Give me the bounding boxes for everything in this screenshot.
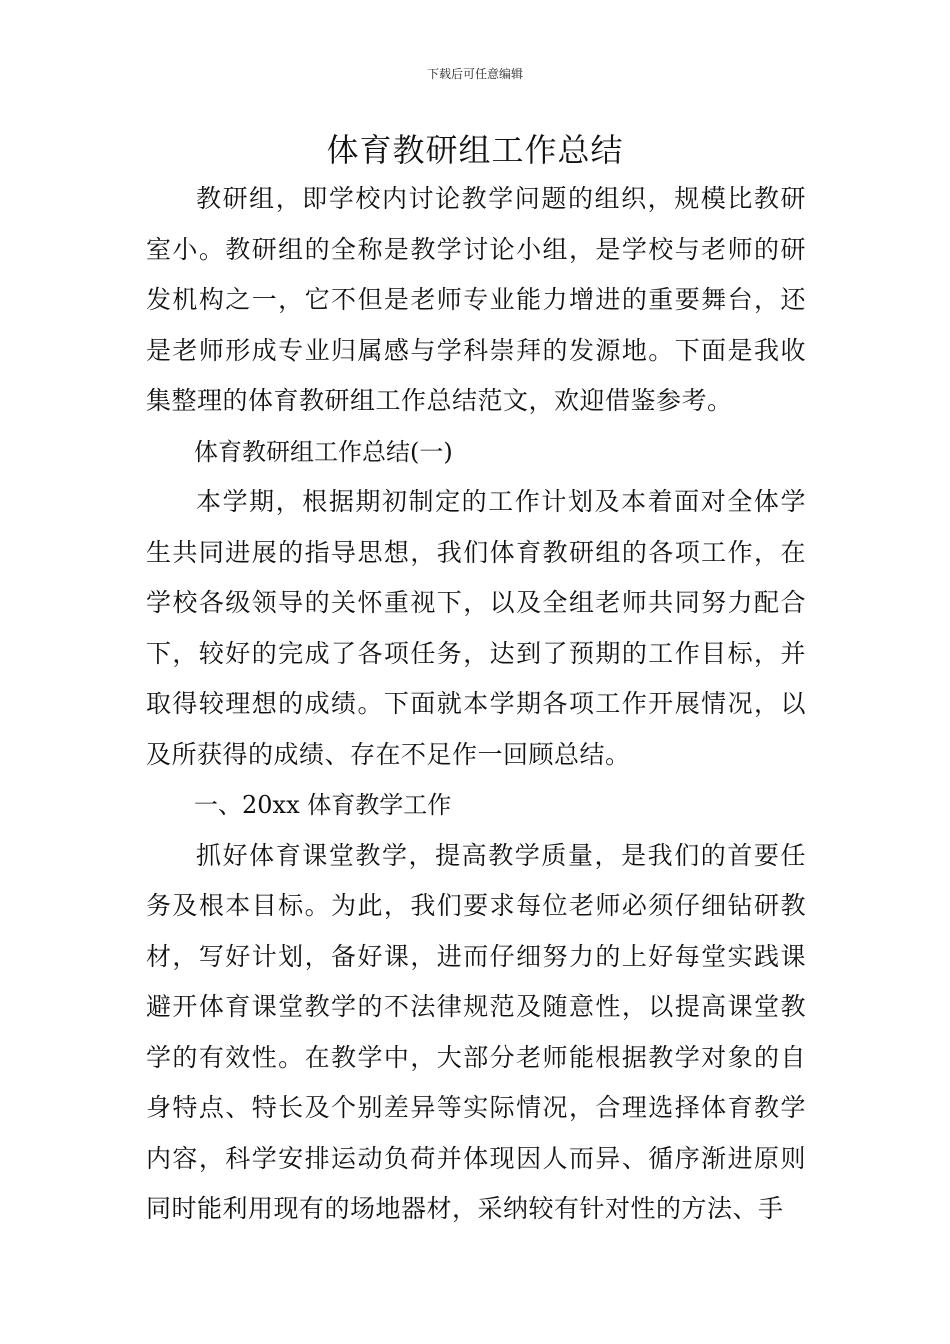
section-heading-summary-one: 体育教研组工作总结(一): [194, 437, 453, 466]
section-heading-pe-teaching: 一、20xx 体育教学工作: [194, 791, 452, 819]
document-body: [146, 174, 806, 1235]
header-note: 下载后可任意编辑: [426, 67, 523, 81]
summary-paragraph: 本学期，根据期初制定的工作计划及本着面对全体学生共同进展的指导思想，我们体育教研组的各项工作，在学校各级领导的关怀重视下，以及全组老师共同努力配合下，较好的完成了各项任务，达到了预期的工作目标，并取得较理想的成绩。下面就本学期各项工作开展情况，以及所获得的成绩、存在不足作一回顾总结。: [146, 487, 806, 769]
document-title: 体育教研组工作总结: [326, 131, 624, 169]
intro-paragraph: 教研组，即学校内讨论教学问题的组织，规模比教研室小。教研组的全称是教学讨论小组，是学校与老师的研发机构之一，它不但是老师专业能力增进的重要舞台，还是老师形成专业归属感与学科崇拜的发源地。下面是我收集整理的体育教研组工作总结范文，欢迎借鉴参考。: [146, 184, 806, 415]
teaching-paragraph: 抓好体育课堂教学，提高教学质量，是我们的首要任务及根本目标。为此，我们要求每位老师必须仔细钻研教材，写好计划，备好课，进而仔细努力的上好每堂实践课避开体育课堂教学的不法律规范及随意性，以提高课堂教学的有效性。在教学中，大部分老师能根据教学对象的自身特点、特长及个别差异等实际情况，合理选择体育教学内容，科学安排运动负荷并体现因人而异、循序渐进原则同时能利用现有的场地器材，采纳较有针对性的方法、手: [146, 840, 806, 1223]
